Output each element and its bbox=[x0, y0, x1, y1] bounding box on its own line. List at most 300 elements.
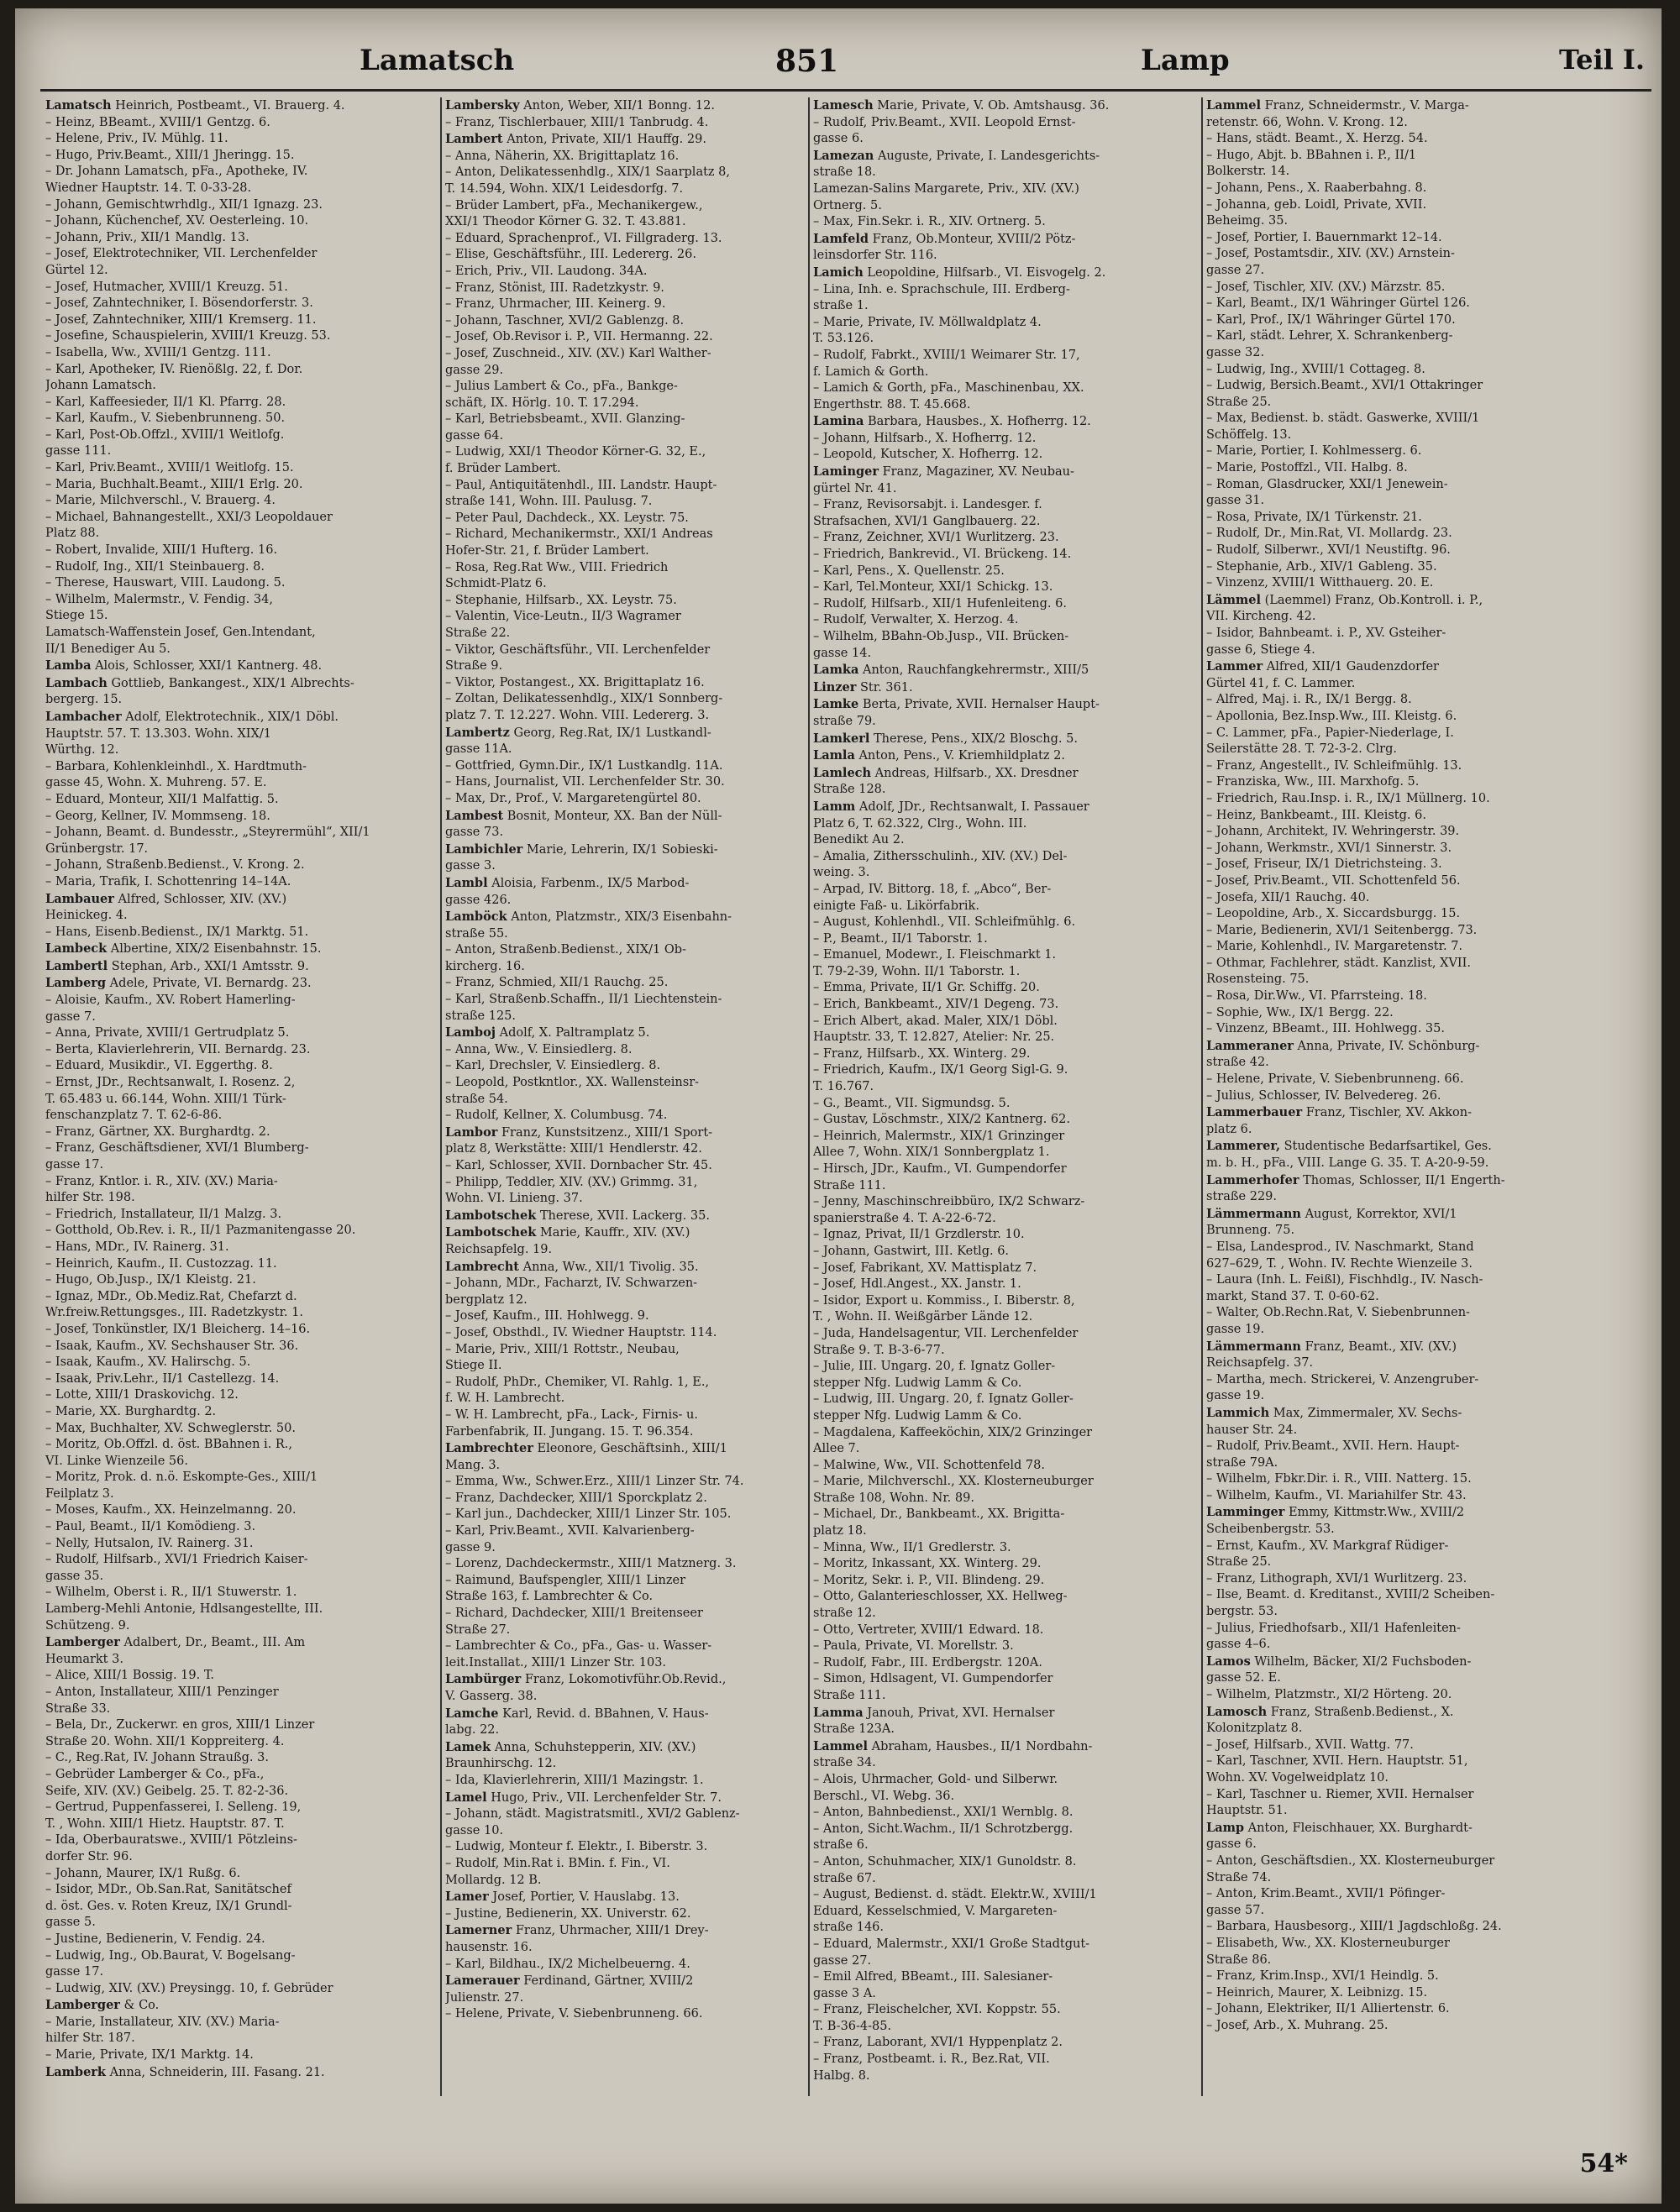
directory-line: Lamberg Adele, Private, VI. Bernardg. 23. bbox=[45, 976, 312, 991]
directory-line: Lambauer Alfred, Schlosser, XIV. (XV.) bbox=[45, 891, 287, 906]
directory-line: Lamich Leopoldine, Hilfsarb., VI. Eisvogelg. 2. bbox=[813, 265, 1106, 280]
directory-line: – Anton, Schuhmacher, XIX/1 Gunoldstr. 8. bbox=[813, 1854, 1077, 1869]
directory-line: Wr.freiw.Rettungsges., III. Radetzkystr. 1. bbox=[45, 1306, 303, 1320]
directory-line: – Franz, Gärtner, XX. Burghardtg. 2. bbox=[45, 1124, 270, 1139]
directory-line: – Moritz, Sekr. i. P., VII. Blindeng. 29. bbox=[813, 1573, 1045, 1587]
directory-line: – Johann, Gemischtwrhdlg., XII/1 Ignazg. 23. bbox=[45, 197, 323, 212]
directory-line: – Hans, MDr., IV. Rainerg. 31. bbox=[45, 1240, 229, 1254]
directory-line: Lamp Anton, Fleischhauer, XX. Burghardt- bbox=[1206, 1820, 1473, 1835]
directory-line: Straße 123A. bbox=[813, 1722, 895, 1737]
directory-line: Lambrechter Eleonore, Geschäftsinh., XIII/1 bbox=[445, 1441, 727, 1456]
directory-line: – Max, Fin.Sekr. i. R., XIV. Ortnerg. 5. bbox=[813, 215, 1046, 229]
directory-line: – Josef, Priv.Beamt., VII. Schottenfeld 56. bbox=[1206, 873, 1461, 888]
directory-line: – Marie, Kohlenhdl., IV. Margaretenstr. 7. bbox=[1206, 940, 1463, 954]
directory-line: – Karl, Taschner u. Riemer, XVII. Hernalser bbox=[1206, 1787, 1474, 1801]
directory-line: – Heinz, Bankbeamt., III. Kleistg. 6. bbox=[1206, 808, 1426, 822]
directory-line: – Rudolf, Kellner, X. Columbusg. 74. bbox=[445, 1109, 668, 1123]
directory-line: – Anna, Ww., V. Einsiedlerg. 8. bbox=[445, 1042, 633, 1056]
directory-line: T. 53.126. bbox=[813, 332, 874, 346]
directory-line: – Franz, Hilfsarb., XX. Winterg. 29. bbox=[813, 1046, 1031, 1061]
directory-line: – Franz, Geschäftsdiener, XVI/1 Blumberg- bbox=[45, 1141, 309, 1156]
directory-line: Berschl., VI. Webg. 36. bbox=[813, 1789, 955, 1803]
directory-line: – Johann, städt. Magistratsmitl., XVI/2 Gablenz- bbox=[445, 1807, 740, 1821]
directory-line: – Josef, Kaufm., III. Hohlwegg. 9. bbox=[445, 1309, 649, 1324]
directory-line: – Karl, Kaufm., V. Siebenbrunneng. 50. bbox=[45, 411, 286, 426]
directory-line: gasse 19. bbox=[1206, 1389, 1265, 1403]
directory-line: – Karl, Taschner, XVII. Hern. Hauptstr. 51, bbox=[1206, 1754, 1468, 1769]
directory-line: – Johann, Gastwirt, III. Ketlg. 6. bbox=[813, 1244, 1010, 1258]
directory-line: – Heinz, BBeamt., XVIII/1 Gentzg. 6. bbox=[45, 115, 270, 129]
directory-line: – Ida, Oberbauratswe., XVIII/1 Pötzleins- bbox=[45, 1833, 297, 1848]
directory-line: – Leopold, Postkntlor., XX. Wallensteinsr- bbox=[445, 1076, 700, 1090]
directory-line: retenstr. 66, Wohn. V. Krong. 12. bbox=[1206, 115, 1408, 129]
directory-line: – Wilhelm, Platzmstr., XI/2 Hörteng. 20. bbox=[1206, 1688, 1452, 1701]
directory-line: – Karl, Tel.Monteur, XXI/1 Schickg. 13. bbox=[813, 580, 1053, 595]
directory-line: Lamberger & Co. bbox=[45, 1998, 160, 2013]
directory-line: Straße 33. bbox=[45, 1701, 111, 1716]
directory-line: Straße 74. bbox=[1206, 1870, 1272, 1884]
directory-line: II/1 Benediger Au 5. bbox=[45, 642, 171, 656]
directory-line: Straße 25. bbox=[1206, 395, 1272, 409]
directory-line: T. 65.483 u. 66.144, Wohn. XIII/1 Türk- bbox=[45, 1092, 286, 1106]
directory-line: – Stephanie, Arb., XIV/1 Gableng. 35. bbox=[1206, 559, 1437, 574]
directory-line: – Gebrüder Lamberger & Co., pFa., bbox=[45, 1767, 265, 1781]
directory-line: – Otto, Galanterieschlosser, XX. Hellweg- bbox=[813, 1590, 1068, 1604]
directory-line: Lamer Josef, Portier, V. Hauslabg. 13. bbox=[445, 1890, 680, 1905]
directory-line: Lämmermann August, Korrektor, XVI/1 bbox=[1206, 1206, 1457, 1221]
directory-line: Lambeck Albertine, XIX/2 Eisenbahnstr. 15. bbox=[45, 941, 322, 957]
directory-line: gasse 111. bbox=[45, 444, 112, 459]
directory-line: Lammel Abraham, Hausbes., II/1 Nordbahn- bbox=[813, 1738, 1093, 1753]
directory-line: – Friedrich, Rau.Insp. i. R., IX/1 Müllnerg. 10. bbox=[1206, 791, 1490, 805]
directory-line: – C. Lammer, pFa., Papier-Niederlage, I. bbox=[1206, 726, 1454, 740]
directory-line: Lamina Barbara, Hausbes., X. Hofherrg. 12. bbox=[813, 414, 1091, 429]
directory-line: Grünbergstr. 17. bbox=[45, 841, 149, 856]
directory-line: – Georg, Kellner, IV. Mommseng. 18. bbox=[45, 809, 270, 823]
directory-line: – Emma, Private, II/1 Gr. Schiffg. 20. bbox=[813, 981, 1040, 995]
directory-line: Brunneng. 75. bbox=[1206, 1224, 1295, 1238]
directory-line: – Josef, Zahntechniker, XIII/1 Kremserg. 11. bbox=[45, 312, 317, 327]
directory-line: Lamboj Adolf, X. Paltramplatz 5. bbox=[445, 1025, 650, 1040]
directory-line: – Nelly, Hutsalon, IV. Rainerg. 31. bbox=[45, 1536, 254, 1550]
directory-line: Straße 108, Wohn. Nr. 89. bbox=[813, 1491, 974, 1505]
directory-line: – Bela, Dr., Zuckerwr. en gros, XIII/1 Linzer bbox=[45, 1718, 315, 1732]
directory-line: straße 79. bbox=[813, 714, 876, 728]
directory-line: – Ludwig, Monteur f. Elektr., I. Biberstr. 3. bbox=[445, 1840, 708, 1854]
directory-line: – Karl, Betriebsbeamt., XVII. Glanzing- bbox=[445, 412, 685, 427]
directory-line: – Julius, Friedhofsarb., XII/1 Hafenleiten- bbox=[1206, 1621, 1461, 1635]
directory-line: – Walter, Ob.Rechn.Rat, V. Siebenbrunnen- bbox=[1206, 1306, 1470, 1320]
directory-line: – Maria, Buchhalt.Beamt., XIII/1 Erlg. 20. bbox=[45, 477, 303, 491]
directory-line: – Michael, Dr., Bankbeamt., XX. Brigitta- bbox=[813, 1507, 1065, 1522]
directory-line: – Paul, Beamt., II/1 Komödieng. 3. bbox=[45, 1520, 256, 1534]
directory-line: – Erich Albert, akad. Maler, XIX/1 Döbl. bbox=[813, 1014, 1058, 1028]
directory-line: – Marie, Milchverschl., V. Brauerg. 4. bbox=[45, 494, 276, 508]
directory-line: – W. H. Lambrecht, pFa., Lack-, Firnis- u. bbox=[445, 1407, 699, 1422]
directory-line: – Ernst, JDr., Rechtsanwalt, I. Rosenz. 2, bbox=[45, 1076, 296, 1090]
directory-line: Lambacher Adolf, Elektrotechnik., XIX/1 Döbl. bbox=[45, 709, 339, 724]
header-left-word: Lamatsch bbox=[360, 44, 515, 77]
directory-line: – Rudolf, Ing., XII/1 Steinbauerg. 8. bbox=[45, 559, 265, 574]
directory-line: Beheimg. 35. bbox=[1206, 214, 1289, 228]
directory-line: – Isaak, Kaufm., XV. Halirschg. 5. bbox=[45, 1355, 251, 1370]
directory-line: Lamlech Andreas, Hilfsarb., XX. Dresdner bbox=[813, 765, 1079, 780]
directory-line: gasse 14. bbox=[813, 646, 872, 660]
directory-line: – Wilhelm, BBahn-Ob.Jusp., VII. Brücken- bbox=[813, 630, 1069, 643]
directory-line: – Leopold, Kutscher, X. Hofherrg. 12. bbox=[813, 448, 1043, 462]
directory-line: – Isaak, Kaufm., XV. Sechshauser Str. 36. bbox=[45, 1339, 299, 1353]
directory-line: T. 79-2-39, Wohn. II/1 Taborstr. 1. bbox=[813, 964, 1021, 978]
directory-line: straße 141, Wohn. III. Paulusg. 7. bbox=[445, 495, 653, 509]
directory-line: gasse 9. bbox=[445, 1540, 496, 1554]
directory-line: einigte Faß- u. Likörfabrik. bbox=[813, 899, 979, 913]
directory-line: Scheibenbergstr. 53. bbox=[1206, 1523, 1335, 1537]
directory-line: – Elise, Geschäftsführ., III. Ledererg. 26. bbox=[445, 248, 696, 262]
directory-line: Reichsapfelg. 19. bbox=[445, 1242, 553, 1256]
directory-line: Schmidt-Platz 6. bbox=[445, 577, 547, 591]
directory-line: gasse 11A. bbox=[445, 742, 512, 757]
directory-line: fenschanzplatz 7. T. 62-6-86. bbox=[45, 1109, 223, 1123]
directory-line: – Josef, Tonkünstler, IX/1 Bleicherg. 14–16. bbox=[45, 1322, 311, 1336]
directory-line: gasse 27. bbox=[1206, 263, 1265, 277]
directory-line: – Zoltan, Delikatessenhdlg., XIX/1 Sonnberg- bbox=[445, 692, 723, 706]
directory-line: – Franz, Dachdecker, XIII/1 Sporckplatz 2. bbox=[445, 1491, 707, 1505]
directory-line: Straße 20. Wohn. XII/1 Koppreiterg. 4. bbox=[45, 1734, 285, 1748]
directory-line: – Heinrich, Maurer, X. Leibnizg. 15. bbox=[1206, 1985, 1428, 2000]
directory-line: Hauptstr. 57. T. 13.303. Wohn. XIX/1 bbox=[45, 726, 271, 741]
directory-line: – Eduard, Monteur, XII/1 Malfattig. 5. bbox=[45, 792, 279, 806]
directory-line: – Franz, Uhrmacher, III. Keinerg. 9. bbox=[445, 297, 666, 312]
directory-line: – Karl, Straßenb.Schaffn., II/1 Liechtenstein- bbox=[445, 993, 722, 1007]
directory-line: d. öst. Ges. v. Roten Kreuz, IX/1 Grundl- bbox=[45, 1899, 292, 1913]
directory-line: – Johann, Werkmstr., XVI/1 Sinnerstr. 3. bbox=[1206, 841, 1452, 855]
directory-line: markt, Stand 37. T. 0-60-62. bbox=[1206, 1289, 1379, 1303]
directory-line: – Brüder Lambert, pFa., Mechanikergew., bbox=[445, 198, 703, 212]
directory-line: Wohn. VI. Linieng. 37. bbox=[445, 1192, 583, 1206]
directory-line: – Josef, Zuschneid., XIV. (XV.) Karl Walther- bbox=[445, 346, 711, 360]
directory-line: – Helene, Private, V. Siebenbrunneng. 66. bbox=[1206, 1072, 1464, 1087]
directory-line: – Lorenz, Dachdeckermstr., XIII/1 Matznerg. 3. bbox=[445, 1557, 737, 1571]
directory-line: – Laura (Inh. L. Feißl), Fischhdlg., IV. Nasch- bbox=[1206, 1273, 1483, 1287]
directory-line: Mollardg. 12 B. bbox=[445, 1873, 542, 1887]
directory-line: Seilerstätte 28. T. 72-3-2. Clrg. bbox=[1206, 742, 1397, 757]
directory-line: – Apollonia, Bez.Insp.Ww., III. Kleistg. 6. bbox=[1206, 709, 1457, 723]
part-label: Teil I. bbox=[1558, 44, 1645, 76]
directory-line: – Anna, Private, XVIII/1 Gertrudplatz 5. bbox=[45, 1026, 290, 1040]
directory-line: straße 229. bbox=[1206, 1190, 1278, 1204]
directory-line: platz 7. T. 12.227. Wohn. VIII. Ledererg. 3. bbox=[445, 708, 710, 722]
directory-line: gasse 7. bbox=[45, 1009, 96, 1024]
directory-line: Lambertz Georg, Reg.Rat, IX/1 Lustkandl- bbox=[445, 725, 711, 740]
directory-line: – Anton, Sicht.Wachm., II/1 Schrotzbergg. bbox=[813, 1821, 1074, 1836]
directory-line: – Josef, Obsthdl., IV. Wiedner Hauptstr. 114. bbox=[445, 1325, 717, 1339]
directory-line: – Alice, XIII/1 Bossig. 19. T. bbox=[45, 1669, 214, 1683]
directory-line: – Wilhelm, Kaufm., VI. Mariahilfer Str. 43. bbox=[1206, 1488, 1467, 1502]
directory-line: – Johann, Straßenb.Bedienst., V. Krong. 2. bbox=[45, 858, 305, 873]
directory-line: Lamberk Anna, Schneiderin, III. Fasang. 21. bbox=[45, 2064, 325, 2079]
directory-line: – August, Kohlenhdl., VII. Schleifmühlg. 6. bbox=[813, 915, 1076, 930]
directory-line: – Vinzenz, XVIII/1 Witthauerg. 20. E. bbox=[1206, 576, 1434, 590]
directory-line: stepper Nfg. Ludwig Lamm & Co. bbox=[813, 1408, 1022, 1423]
directory-line: platz 18. bbox=[813, 1524, 867, 1538]
directory-line: kircherg. 16. bbox=[445, 959, 525, 973]
directory-line: – Isabella, Ww., XVIII/1 Gentzg. 111. bbox=[45, 345, 271, 359]
directory-line: Laminger Franz, Magaziner, XV. Neubau- bbox=[813, 464, 1074, 480]
directory-line: – Gertrud, Puppenfasserei, I. Selleng. 19, bbox=[45, 1801, 302, 1815]
directory-line: bergerg. 15. bbox=[45, 693, 123, 707]
directory-line: – Rudolf, Fabrkt., XVIII/1 Weimarer Str. 17, bbox=[813, 348, 1080, 362]
directory-line: – Helene, Priv., IV. Mühlg. 11. bbox=[45, 132, 228, 146]
directory-line: – Johann, Beamt. d. Bundesstr., „Steyrermühl“, XII/1 bbox=[45, 826, 370, 840]
directory-line: – Johann, Hilfsarb., X. Hofherrg. 12. bbox=[813, 431, 1037, 445]
directory-line: – Barbara, Hausbesorg., XIII/1 Jagdschloßg. 24. bbox=[1206, 1920, 1502, 1934]
directory-line: – Hans, städt. Beamt., X. Herzg. 54. bbox=[1206, 132, 1428, 146]
directory-line: gasse 29. bbox=[445, 363, 504, 377]
directory-line: – Rudolf, Verwalter, X. Herzog. 4. bbox=[813, 613, 1019, 627]
directory-line: Lammerer, Studentische Bedarfsartikel, Ges. bbox=[1206, 1139, 1492, 1154]
directory-line: Schöffelg. 13. bbox=[1206, 427, 1292, 442]
column-3 bbox=[813, 97, 1200, 2096]
directory-line: – Eduard, Malermstr., XXI/1 Große Stadtgut- bbox=[813, 1937, 1090, 1951]
directory-line: Straße 111. bbox=[813, 1178, 886, 1192]
directory-line: – Maria, Trafik, I. Schottenring 14–14A. bbox=[45, 874, 291, 888]
directory-line: straße 12. bbox=[813, 1607, 876, 1621]
directory-line: Strafsachen, XVI/1 Ganglbauerg. 22. bbox=[813, 514, 1041, 528]
directory-line: Wohn. XV. Vogelweidplatz 10. bbox=[1206, 1770, 1389, 1785]
directory-line: – Hugo, Abjt. b. BBahnen i. P., II/1 bbox=[1206, 148, 1417, 162]
directory-line: – Emma, Ww., Schwer.Erz., XIII/1 Linzer Str. 74. bbox=[445, 1475, 744, 1489]
directory-line: – Marie, Private, IX/1 Marktg. 14. bbox=[45, 2048, 254, 2063]
directory-line: – Rudolf, Fabr., III. Erdbergstr. 120A. bbox=[813, 1655, 1042, 1669]
directory-line: – Therese, Hauswart, VIII. Laudong. 5. bbox=[45, 576, 286, 590]
column-divider bbox=[440, 97, 442, 2096]
directory-line: Straße 22. bbox=[445, 626, 511, 640]
directory-line: Straße 111. bbox=[813, 1689, 886, 1702]
directory-line: – P., Beamt., II/1 Taborstr. 1. bbox=[813, 931, 988, 946]
directory-line: hausenstr. 16. bbox=[445, 1940, 533, 1954]
directory-line: gasse 57. bbox=[1206, 1903, 1265, 1917]
directory-line: – Alois, Uhrmacher, Gold- und Silberwr. bbox=[813, 1772, 1058, 1786]
directory-line: – Anton, Straßenb.Bedienst., XIX/1 Ob- bbox=[445, 943, 686, 957]
directory-line: – Lamich & Gorth, pFa., Maschinenbau, XX. bbox=[813, 381, 1084, 396]
directory-line: Allee 7. bbox=[813, 1442, 860, 1456]
directory-line: hilfer Str. 198. bbox=[45, 1191, 135, 1205]
directory-line: – Alfred, Maj. i. R., IX/1 Bergg. 8. bbox=[1206, 693, 1412, 707]
directory-line: – Gottfried, Gymn.Dir., IX/1 Lustkandlg. 11A. bbox=[445, 758, 723, 773]
directory-line: – Franz, Tischlerbauer, XIII/1 Tanbrudg. 4. bbox=[445, 115, 709, 129]
directory-line: – Rudolf, Priv.Beamt., XVII. Hern. Haupt- bbox=[1206, 1439, 1460, 1454]
column-divider bbox=[808, 97, 810, 2096]
directory-line: Eduard, Kesselschmied, V. Margareten- bbox=[813, 1904, 1058, 1918]
directory-line: – Josefa, XII/1 Rauchg. 40. bbox=[1206, 890, 1370, 904]
directory-line: – Karl, Bildhau., IX/2 Michelbeuerng. 4. bbox=[445, 1957, 690, 1971]
directory-line: – Robert, Invalide, XIII/1 Hufterg. 16. bbox=[45, 543, 278, 558]
directory-line: Lambichler Marie, Lehrerin, IX/1 Sobieski- bbox=[445, 841, 718, 857]
directory-line: – Anton, Geschäftsdien., XX. Klosterneuburger bbox=[1206, 1853, 1495, 1868]
directory-line: Engerthstr. 88. T. 45.668. bbox=[813, 397, 971, 411]
directory-line: Braunhirschg. 12. bbox=[445, 1757, 557, 1771]
directory-line: – Karl, Priv.Beamt., XVII. Kalvarienberg- bbox=[445, 1524, 695, 1538]
directory-line: Platz 6, T. 62.322, Clrg., Wohn. III. bbox=[813, 816, 1027, 831]
directory-line: Lambor Franz, Kunstsitzenz., XIII/1 Sport- bbox=[445, 1124, 713, 1140]
directory-line: – Moritz, Prok. d. n.ö. Eskompte-Ges., XIII/1 bbox=[45, 1470, 318, 1485]
directory-line: Lammerhofer Thomas, Schlosser, II/1 Engerth- bbox=[1206, 1172, 1505, 1187]
directory-line: Lambersky Anton, Weber, XII/1 Bonng. 12. bbox=[445, 98, 715, 113]
directory-line: – Marie, Private, IV. Möllwaldplatz 4. bbox=[813, 315, 1042, 329]
directory-line: – Moritz, Inkassant, XX. Winterg. 29. bbox=[813, 1557, 1042, 1571]
directory-line: Lammer Alfred, XII/1 Gaudenzdorfer bbox=[1206, 659, 1439, 674]
directory-line: Straße 25. bbox=[1206, 1555, 1272, 1570]
directory-line: Lamosch Franz, Straßenb.Bedienst., X. bbox=[1206, 1704, 1454, 1719]
directory-line: Bolkerstr. 14. bbox=[1206, 165, 1290, 179]
directory-line: – Magdalena, Kaffeeköchin, XIX/2 Grinzinger bbox=[813, 1425, 1093, 1439]
directory-line: – Rudolf, Dr., Min.Rat, VI. Mollardg. 23. bbox=[1206, 527, 1452, 541]
directory-line: Straße 86. bbox=[1206, 1953, 1272, 1967]
directory-line: – Wilhelm, Malermstr., V. Fendig. 34, bbox=[45, 592, 273, 606]
column-1 bbox=[45, 97, 440, 2096]
directory-line: – Karl, Priv.Beamt., XVIII/1 Weitlofg. 15. bbox=[45, 461, 294, 475]
directory-line: – Dr. Johann Lamatsch, pFa., Apotheke, IV. bbox=[45, 165, 308, 179]
directory-line: Lamba Alois, Schlosser, XXI/1 Kantnerg. 48. bbox=[45, 658, 323, 674]
directory-line: straße 1. bbox=[813, 299, 869, 313]
directory-line: Lambert Anton, Private, XII/1 Hauffg. 29. bbox=[445, 132, 706, 147]
directory-line: – Julius Lambert & Co., pFa., Bankge- bbox=[445, 380, 678, 394]
directory-line: – Hugo, Priv.Beamt., XIII/1 Jheringg. 15. bbox=[45, 148, 295, 162]
directory-line: Gürtel 12. bbox=[45, 263, 108, 277]
directory-line: Lamma Janouh, Privat, XVI. Hernalser bbox=[813, 1705, 1055, 1720]
directory-line: Heumarkt 3. bbox=[45, 1652, 123, 1666]
directory-line: gasse 5. bbox=[45, 1916, 96, 1930]
directory-line: Julienstr. 27. bbox=[445, 1990, 524, 2005]
directory-line: Lammich Max, Zimmermaler, XV. Sechs- bbox=[1206, 1405, 1462, 1420]
directory-line: – Franz, Stönist, III. Radetzkystr. 9. bbox=[445, 280, 664, 295]
directory-line: – Josef, Arb., X. Muhrang. 25. bbox=[1206, 2018, 1389, 2032]
directory-line: – Juda, Handelsagentur, VII. Lerchenfelder bbox=[813, 1326, 1079, 1340]
directory-line: – Karl, Post-Ob.Offzl., XVIII/1 Weitlofg. bbox=[45, 427, 285, 442]
directory-line: Farbenfabrik, II. Jungang. 15. T. 96.354. bbox=[445, 1424, 694, 1439]
directory-line: – Karl, Kaffeesieder, II/1 Kl. Pfarrg. 28. bbox=[45, 395, 286, 409]
directory-line: – Rudolf, Priv.Beamt., XVII. Leopold Ernst- bbox=[813, 115, 1076, 129]
directory-line: gasse 27. bbox=[813, 1953, 872, 1968]
directory-line: Lamla Anton, Pens., V. Kriemhildplatz 2. bbox=[813, 748, 1065, 763]
directory-line: – Franziska, Ww., III. Marxhofg. 5. bbox=[1206, 775, 1420, 789]
directory-line: Lamminger Emmy, Kittmstr.Ww., XVIII/2 bbox=[1206, 1505, 1465, 1520]
directory-line: Hofer-Str. 21, f. Brüder Lambert. bbox=[445, 544, 649, 558]
directory-line: Lamkerl Therese, Pens., XIX/2 Bloschg. 5. bbox=[813, 731, 1078, 746]
directory-line: Lämmermann Franz, Beamt., XIV. (XV.) bbox=[1206, 1339, 1457, 1354]
directory-line: – Hugo, Ob.Jusp., IX/1 Kleistg. 21. bbox=[45, 1273, 256, 1287]
directory-line: – Josef, Hilfsarb., XVII. Wattg. 77. bbox=[1206, 1738, 1414, 1752]
directory-line: Lamka Anton, Rauchfangkehrermstr., XIII/5 bbox=[813, 663, 1089, 678]
directory-line: gasse 35. bbox=[45, 1569, 104, 1583]
directory-line: Lambertl Stephan, Arb., XXI/1 Amtsstr. 9. bbox=[45, 958, 309, 973]
directory-line: – Johann, Taschner, XVI/2 Gablenzg. 8. bbox=[445, 313, 685, 328]
page-header bbox=[15, 8, 1662, 92]
directory-line: – Josef, Elektrotechniker, VII. Lerchenfelder bbox=[45, 247, 318, 261]
directory-line: Straße 128. bbox=[813, 783, 886, 797]
directory-line: Lamke Berta, Private, XVII. Hernalser Haupt- bbox=[813, 697, 1100, 712]
directory-line: – Malwine, Ww., VII. Schottenfeld 78. bbox=[813, 1458, 1045, 1472]
directory-line: – Ilse, Beamt. d. Kreditanst., XVIII/2 Scheiben- bbox=[1206, 1588, 1495, 1602]
directory-line: – Friedrich, Installateur, II/1 Malzg. 3. bbox=[45, 1207, 282, 1221]
directory-line: – C., Reg.Rat, IV. Johann Straußg. 3. bbox=[45, 1751, 269, 1765]
directory-line: weing. 3. bbox=[813, 866, 870, 880]
directory-line: – Franz, Angestellt., IV. Schleifmühlg. 13. bbox=[1206, 758, 1462, 773]
directory-line: – Lambrechter & Co., pFa., Gas- u. Wasser- bbox=[445, 1639, 712, 1654]
directory-line: f. Brüder Lambert. bbox=[445, 462, 561, 476]
column-4 bbox=[1206, 97, 1593, 2096]
directory-line: – Barbara, Kohlenkleinhdl., X. Hardtmuth- bbox=[45, 759, 307, 773]
directory-line: – Hans, Eisenb.Bedienst., IX/1 Marktg. 51. bbox=[45, 925, 309, 939]
directory-line: bergstr. 53. bbox=[1206, 1605, 1278, 1619]
directory-line: – Aloisie, Kaufm., XV. Robert Hamerling- bbox=[45, 993, 296, 1008]
directory-line: Straße 27. bbox=[445, 1622, 511, 1637]
directory-line: – Rudolf, Silberwr., XVI/1 Neustiftg. 96. bbox=[1206, 543, 1451, 558]
directory-line: straße 54. bbox=[445, 1092, 508, 1106]
directory-line: – Marie, Postoffzl., VII. Halbg. 8. bbox=[1206, 461, 1408, 475]
directory-line: – Michael, Bahnangestellt., XXI/3 Leopoldauer bbox=[45, 510, 333, 524]
directory-line: – Justine, Bedienerin, V. Fendig. 24. bbox=[45, 1932, 265, 1946]
directory-line: gürtel Nr. 41. bbox=[813, 481, 897, 495]
directory-line: gasse 19. bbox=[1206, 1322, 1265, 1336]
directory-line: gasse 6. bbox=[813, 132, 864, 146]
directory-line: straße 67. bbox=[813, 1871, 876, 1885]
directory-line: Würthg. 12. bbox=[45, 743, 119, 757]
directory-line: – Minna, Ww., II/1 Gredlerstr. 3. bbox=[813, 1540, 1011, 1554]
directory-line: – Karl, Beamt., IX/1 Währinger Gürtel 126. bbox=[1206, 296, 1470, 311]
directory-line: – Amalia, Zithersschulinh., XIV. (XV.) Del- bbox=[813, 849, 1068, 863]
directory-line: – Josef, Hdl.Angest., XX. Janstr. 1. bbox=[813, 1277, 1021, 1292]
directory-line: – Stephanie, Hilfsarb., XX. Leystr. 75. bbox=[445, 593, 677, 607]
directory-line: – Lotte, XIII/1 Draskovichg. 12. bbox=[45, 1388, 239, 1402]
directory-line: – Helene, Private, V. Siebenbrunneng. 66. bbox=[445, 2007, 703, 2021]
directory-line: Lammerbauer Franz, Tischler, XV. Akkon- bbox=[1206, 1105, 1473, 1120]
directory-line: – Viktor, Geschäftsführ., VII. Lerchenfelder bbox=[445, 642, 711, 657]
directory-line: Straße 9. T. B-3-6-77. bbox=[813, 1343, 945, 1357]
directory-line: – Roman, Glasdrucker, XXI/1 Jenewein- bbox=[1206, 477, 1448, 491]
directory-line: – Josef, Fabrikant, XV. Mattisplatz 7. bbox=[813, 1261, 1037, 1275]
directory-line: V. Gasserg. 38. bbox=[445, 1690, 538, 1703]
directory-line: Platz 88. bbox=[45, 527, 100, 541]
directory-line: – Josef, Tischler, XIV. (XV.) Märzstr. 85. bbox=[1206, 280, 1446, 294]
directory-line: bergplatz 12. bbox=[445, 1292, 528, 1307]
column-2 bbox=[445, 97, 806, 2096]
directory-line: – Josef, Friseur, IX/1 Dietrichsteing. 3. bbox=[1206, 857, 1442, 872]
directory-line: – Karl, Pens., X. Quellenstr. 25. bbox=[813, 563, 1005, 578]
directory-line: – Isaak, Priv.Lehr., II/1 Castellezg. 14. bbox=[45, 1371, 280, 1386]
directory-line: gasse 10. bbox=[445, 1823, 504, 1837]
directory-line: – Richard, Dachdecker, XIII/1 Breitenseer bbox=[445, 1607, 703, 1621]
directory-line: – Rosa, Reg.Rat Ww., VIII. Friedrich bbox=[445, 560, 669, 574]
directory-line: – Johann, Architekt, IV. Wehringerstr. 39. bbox=[1206, 825, 1460, 839]
directory-line: leit.Installat., XIII/1 Linzer Str. 103. bbox=[445, 1655, 667, 1669]
directory-line: Linzer Str. 361. bbox=[813, 679, 913, 695]
directory-line: Benedikt Au 2. bbox=[813, 833, 905, 847]
directory-line: – Othmar, Fachlehrer, städt. Kanzlist, XVII. bbox=[1206, 956, 1471, 970]
directory-line: platz 6. bbox=[1206, 1122, 1252, 1136]
directory-line: Kolonitzplatz 8. bbox=[1206, 1722, 1303, 1736]
directory-line: Reichsapfelg. 37. bbox=[1206, 1356, 1314, 1371]
directory-line: – Franz, Postbeamt. i. R., Bez.Rat, VII. bbox=[813, 2052, 1050, 2067]
directory-line: – Erich, Priv., VII. Laudong. 34A. bbox=[445, 264, 648, 278]
directory-line: gasse 64. bbox=[445, 428, 504, 443]
directory-line: Lambürger Franz, Lokomotivführ.Ob.Revid., bbox=[445, 1672, 727, 1687]
directory-line: – Julie, III. Ungarg. 20, f. Ignatz Goller- bbox=[813, 1360, 1056, 1374]
directory-line: – Simon, Hdlsagent, VI. Gumpendorfer bbox=[813, 1672, 1053, 1686]
directory-line: Lamek Anna, Schuhstepperin, XIV. (XV.) bbox=[445, 1739, 696, 1754]
directory-line: Lamezan Auguste, Private, I. Landesgerichts- bbox=[813, 148, 1100, 163]
directory-line: – Ludwig, Ing., XVIII/1 Cottageg. 8. bbox=[1206, 362, 1425, 376]
